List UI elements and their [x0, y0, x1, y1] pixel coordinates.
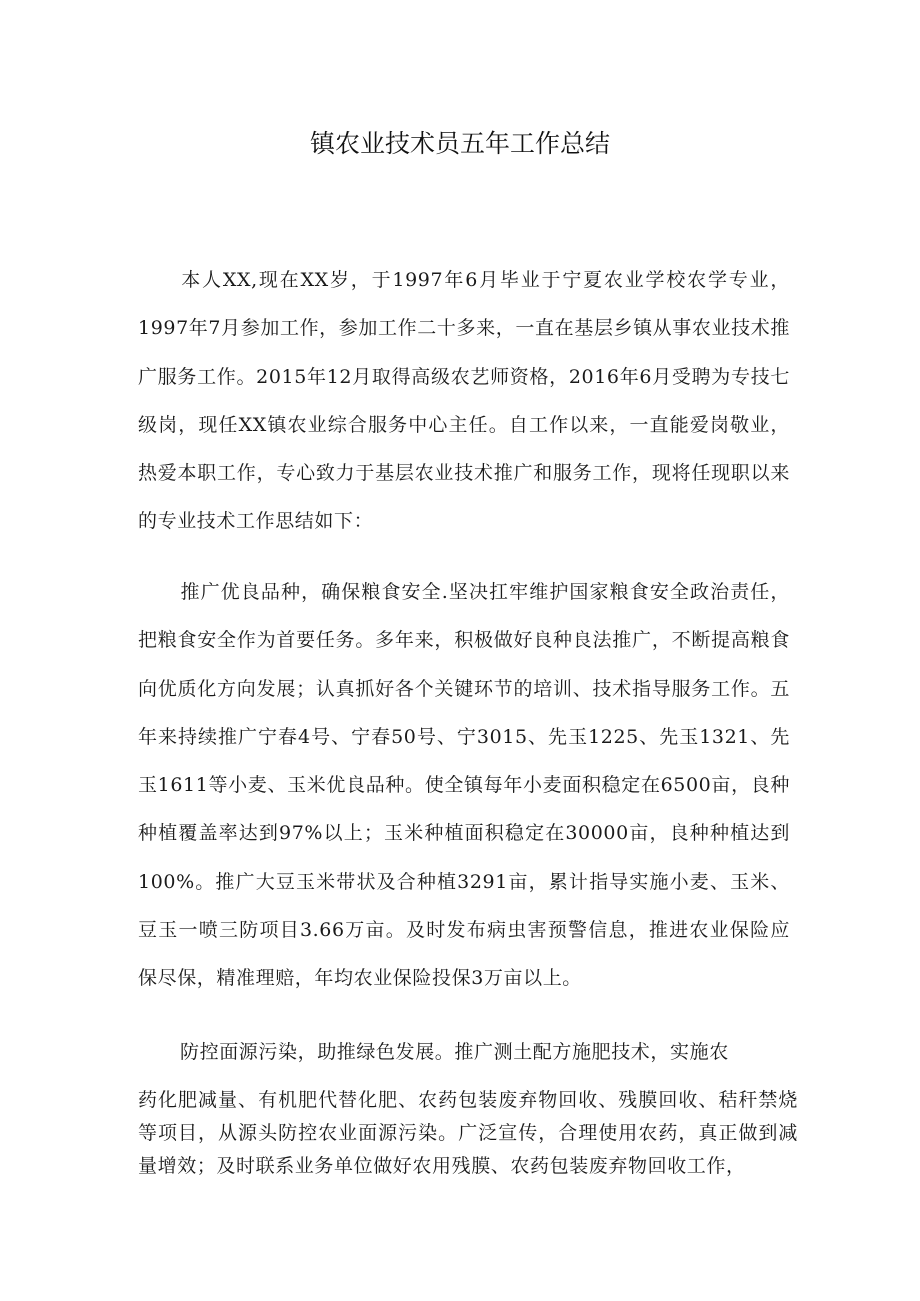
- paragraph-intro-text: 本人XX,现在XX岁，于1997年6月毕业于宁夏农业学校农学专业，1997年7月参加工作，参加工作二十多来，一直在基层乡镇从事农业技术推广服务工作。2015年12月取得高级农艺师资格，2016年6月受聘为专技七级岗，现任XX镇农业综合服务中心主任。自工作以来，一直能爱岗敬业，热爱本职工作，专心致力于基层农业技术推广和服务工作，现将任现职以来的专业技术工作思结如下：: [138, 269, 790, 533]
- document-title: 镇农业技术员五年工作总结: [309, 129, 610, 158]
- paragraph-seed-promotion-text: 推广优良品种，确保粮食安全.坚决扛牢维护国家粮食安全政治责任，把粮食安全作为首要任务。多年来，积极做好良种良法推广，不断提高粮食向优质化方向发展；认真抓好各个关键环节的培训、技术指导服务工作。五年来持续推广宁春4号、宁春50号、宁3015、先玉1225、先玉1321、先玉1611等小麦、玉米优良品种。使全镇每年小麦面积稳定在6500亩，良种种植覆盖率达到97%以上；玉米种植面积稳定在30000亩，良种种植达到100%。推广大豆玉米带状及合种植3291亩，累计指导实施小麦、玉米、豆玉一喷三防项目3.66万亩。及时发布病虫害预警信息，推进农业保险应保尽保，精准理赔，年均农业保险投保3万亩以上。: [138, 581, 790, 990]
- paragraph-intro: [138, 256, 790, 546]
- paragraph-seed-promotion: [138, 568, 790, 1003]
- paragraph-pollution-control-body: 药化肥减量、有机肥代替化肥、农药包装废弃物回收、残膜回收、秸秆禁烧等项目，从源头防控农业面源污染。广泛宣传，合理使用农药，真正做到减量增效；及时联系业务单位做好农用残膜、农药包装废弃物回收工作，: [138, 1089, 798, 1177]
- paragraph-pollution-control-first-line: [138, 1028, 790, 1076]
- paragraph-pollution-control-lead: 防控面源污染，助推绿色发展。推广测土配方施肥技术，实施农: [180, 1041, 729, 1063]
